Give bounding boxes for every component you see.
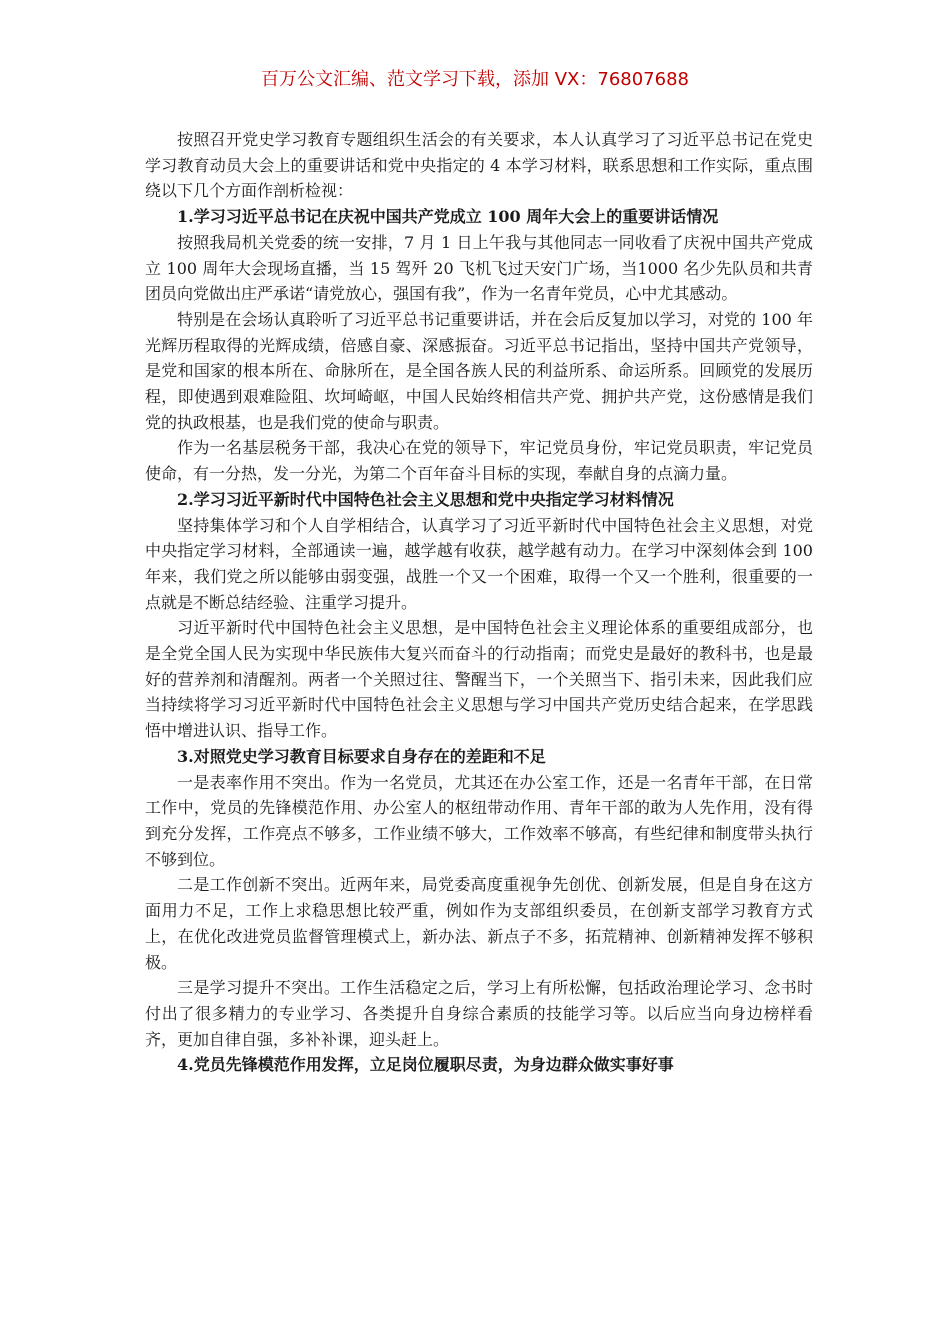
body-paragraph: 三是学习提升不突出。工作生活稳定之后，学习上有所松懈，包括政治理论学习、念书时付出了很多精力的专业学习、各类提升自身综合素质的技能学习等。以后应当向身边榜样看齐，更加自律自强，多补补课，迎头赶上。 xyxy=(145,978,813,1049)
body-paragraph: 特别是在会场认真聆听了习近平总书记重要讲话，并在会后反复加以学习，对党的 100 年光辉历程取得的光辉成绩，倍感自豪、深感振奋。习近平总书记指出，坚持中国共产党领导，是党和国家的根本所在、命脉所在，是全国各族人民的利益所系、命运所系。回顾党的发展历程，即使遇到艰难险阻、坎坷崎岖，中国人民始终相信共产党、拥护共产党，这份感情是我们党的执政根基，也是我们党的使命与职责。 xyxy=(145,309,813,432)
section-heading-4: 4.党员先锋模范作用发挥，立足岗位履职尽责，为身边群众做实事好事 xyxy=(177,1055,674,1075)
section-heading-2: 2.学习习近平新时代中国特色社会主义思想和党中央指定学习材料情况 xyxy=(177,489,674,509)
body-paragraph: 二是工作创新不突出。近两年来，局党委高度重视争先创优、创新发展，但是自身在这方面用力不足，工作上求稳思想比较严重，例如作为支部组织委员，在创新支部学习教育方式上，在优化改进党员监督管理模式上，新办法、新点子不多，拓荒精神、创新精神发挥不够积极。 xyxy=(145,875,813,972)
body-paragraph: 坚持集体学习和个人自学相结合，认真学习了习近平新时代中国特色社会主义思想，对党中央指定学习材料，全部通读一遍，越学越有收获，越学越有动力。在学习中深刻体会到 100 年来，我们党之所以能够由弱变强，战胜一个又一个困难，取得一个又一个胜利，很重要的一点就是不断总结经验、注重学习提升。 xyxy=(145,515,813,612)
body-paragraph: 作为一名基层税务干部，我决心在党的领导下，牢记党员身份，牢记党员职责，牢记党员使命，有一分热，发一分光，为第二个百年奋斗目标的实现，奉献自身的点滴力量。 xyxy=(145,438,813,484)
page-header: 百万公文汇编、范文学习下载，添加 VX：76807688 xyxy=(261,69,689,90)
intro-paragraph: 按照召开党史学习教育专题组织生活会的有关要求，本人认真学习了习近平总书记在党史学习教育动员大会上的重要讲话和党中央指定的 4 本学习材料，联系思想和工作实际，重点围绕以下几个方面作剖析检视： xyxy=(145,130,813,201)
document-body xyxy=(145,127,813,1078)
section-heading-1: 1.学习习近平总书记在庆祝中国共产党成立 100 周年大会上的重要讲话情况 xyxy=(177,207,719,227)
body-paragraph: 习近平新时代中国特色社会主义思想，是中国特色社会主义理论体系的重要组成部分，也是全党全国人民为实现中华民族伟大复兴而奋斗的行动指南；而党史是最好的教科书，也是最好的营养剂和清醒剂。两者一个关照过往、警醒当下，一个关照当下、指引未来，因此我们应当持续将学习习近平新时代中国特色社会主义思想与学习中国共产党历史结合起来，在学思践悟中增进认识、指导工作。 xyxy=(145,618,813,741)
section-heading-3: 3.对照党史学习教育目标要求自身存在的差距和不足 xyxy=(177,746,546,766)
body-paragraph: 一是表率作用不突出。作为一名党员，尤其还在办公室工作，还是一名青年干部，在日常工作中，党员的先锋模范作用、办公室人的枢纽带动作用、青年干部的敢为人先作用，没有得到充分发挥，工作亮点不够多，工作业绩不够大，工作效率不够高，有些纪律和制度带头执行不够到位。 xyxy=(145,772,813,869)
body-paragraph: 按照我局机关党委的统一安排，7 月 1 日上午我与其他同志一同收看了庆祝中国共产党成立 100 周年大会现场直播，当 15 驾歼 20 飞机飞过天安门广场，当1000 名少先队员和共青团员向党做出庄严承诺“请党放心，强国有我”，作为一名青年党员，心中尤其感动。 xyxy=(145,232,813,304)
